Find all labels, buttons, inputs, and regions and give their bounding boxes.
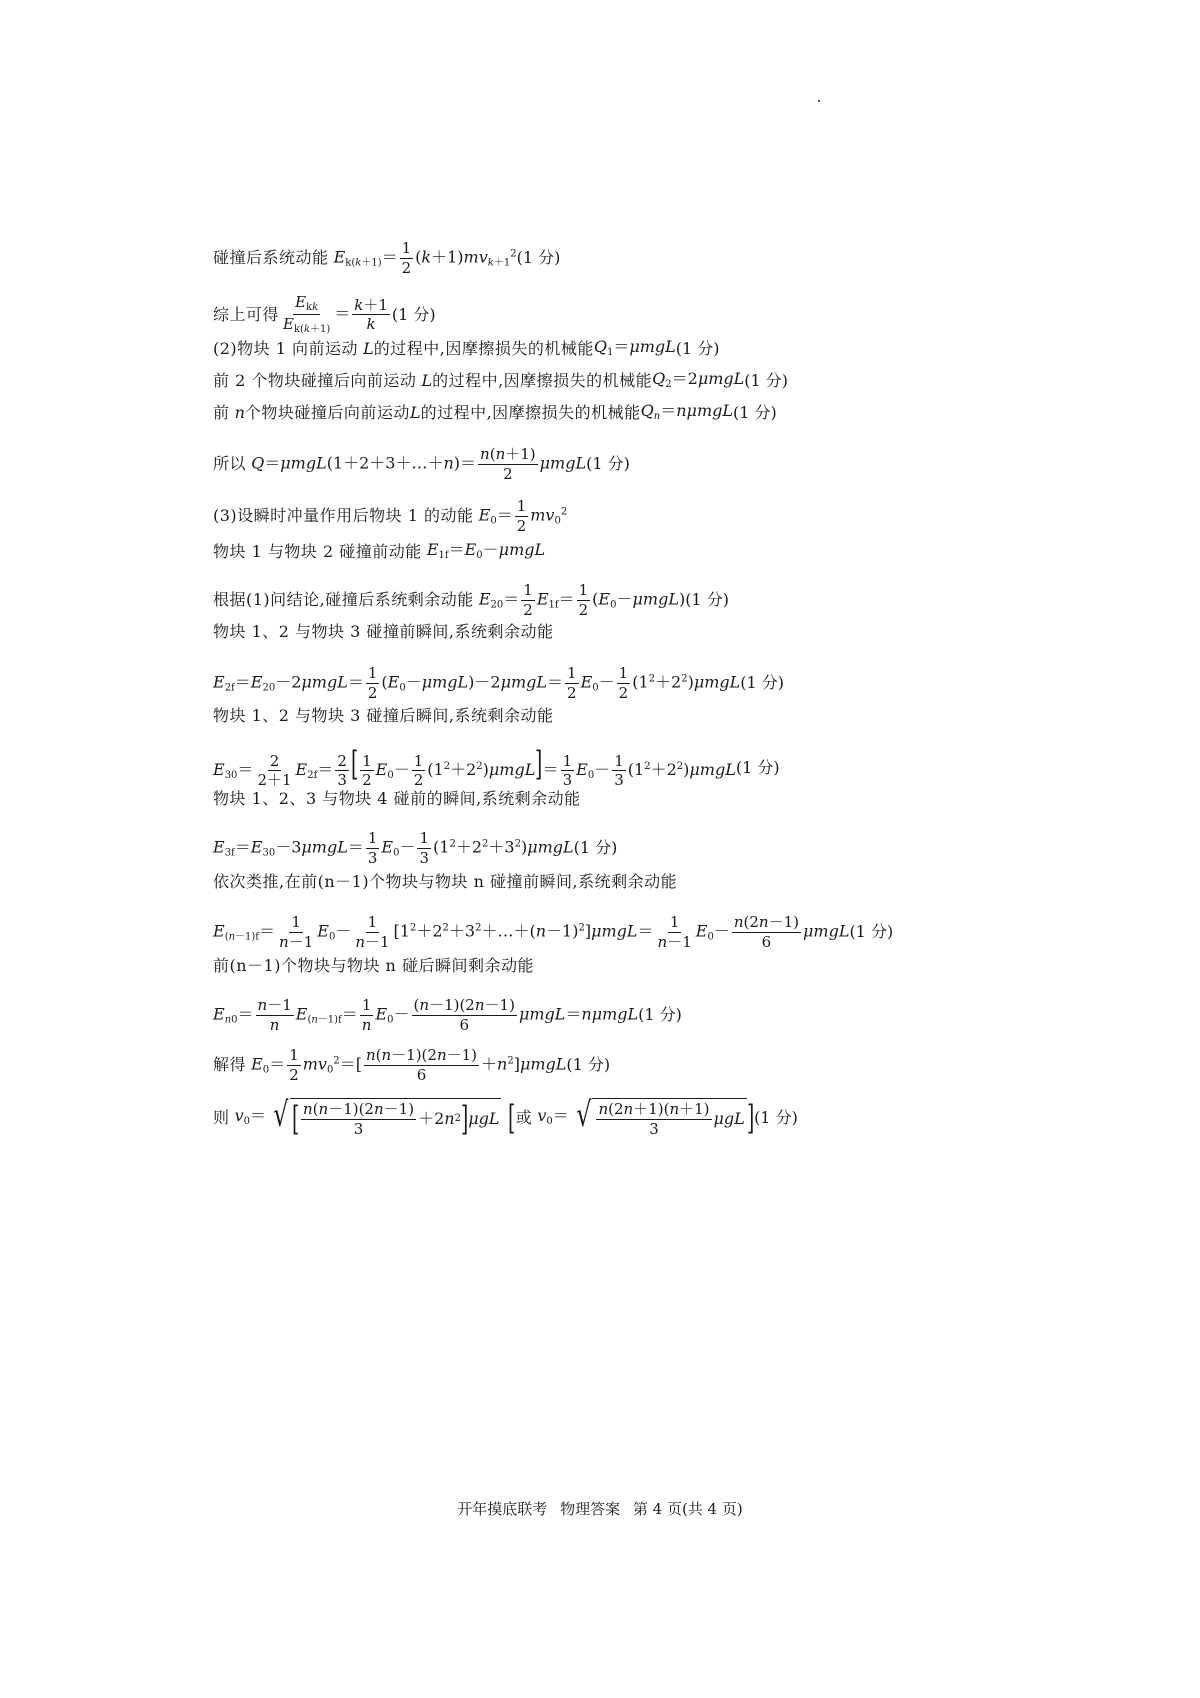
footer-subject: 物理答案 xyxy=(560,1500,621,1518)
answer-line-16 xyxy=(213,874,677,890)
line-text: 的过程中,因摩擦损失的机械能 xyxy=(420,402,641,422)
answer-line-18 xyxy=(213,958,534,974)
line-text: 前(n－1)个物块与物块 n 碰后瞬间剩余动能 xyxy=(213,956,534,975)
line-text: (3)设瞬时冲量作用后物块 1 的动能 xyxy=(213,506,474,525)
score-label: (1 分) xyxy=(391,304,436,324)
answer-line-8 xyxy=(213,542,545,561)
score-label: (1 分) xyxy=(740,673,785,692)
answer-line-6 xyxy=(213,446,630,482)
answer-line-3 xyxy=(213,339,720,358)
answer-line-19 xyxy=(213,997,682,1033)
score-label: (1 分) xyxy=(735,757,780,777)
score-label: (1 分) xyxy=(573,838,618,857)
score-label: (1 分) xyxy=(733,402,777,422)
line-text: 物块 1、2 与物块 3 碰撞后瞬间,系统剩余动能 xyxy=(213,706,554,725)
answer-line-9 xyxy=(213,582,729,618)
footer-page: 第 4 页(共 4 页) xyxy=(632,1500,743,1518)
answer-line-21 xyxy=(213,1095,798,1139)
line-text: 所以 xyxy=(213,454,247,473)
score-label: (1 分) xyxy=(516,248,561,267)
answer-line-15 xyxy=(213,830,617,866)
answer-line-12 xyxy=(213,708,553,724)
answer-line-2 xyxy=(213,294,436,335)
sqrt-expression: √ [ $\frac{n(n-1)(2n-1)}{3}$ ＋2 n 2 ] μgL xyxy=(273,1095,500,1139)
line-text: 的过程中,因摩擦损失的机械能 xyxy=(373,338,594,358)
formula: $E_0=$ $\frac{1}{2}$ $mv_0^2=$[ $\frac{n(n-1)(2n-1)}{6}$ $+n^2]\mu mgL$ xyxy=(251,1046,567,1084)
formula: $v_0=$ xyxy=(234,1106,267,1127)
formula: $Q_n=n\mu mgL$ xyxy=(640,401,733,422)
formula: $E_{3f}=E_{30}-3\mu mgL=$ $\frac{1}{3}$ $E_0-$ $\frac{1}{3}$ $(1^2+2^2+3^2)\mu mgL$ xyxy=(213,829,574,867)
answer-line-13 xyxy=(213,744,780,789)
var-L: L xyxy=(363,338,374,358)
line-text: 根据(1)问结论,碰撞后系统剩余动能 xyxy=(213,590,474,609)
line-text: 前 xyxy=(213,402,230,422)
answer-line-14 xyxy=(213,791,581,807)
answer-line-20 xyxy=(213,1047,610,1083)
score-label: (1 分) xyxy=(685,590,729,609)
line-text: 则 xyxy=(213,1107,230,1127)
line-text: 综上可得 xyxy=(213,304,280,324)
formula: $E_{20}=$ $\frac{1}{2}$ $E_{1f}=$ $\frac{1}{2}$ $(E_0-\mu mgL)$ xyxy=(478,581,686,619)
line-text: 依次类推,在前(n－1)个物块与物块 n 碰撞前瞬间,系统剩余动能 xyxy=(213,872,678,891)
score-label: (1 分) xyxy=(744,370,789,390)
score-label: (1 分) xyxy=(675,338,720,358)
line-text: (2)物块 1 向前运动 xyxy=(213,338,359,358)
sqrt-expression-alt: √ $\frac{n(2n+1)(n+1)}{3}$ μgL xyxy=(576,1095,745,1138)
line-text: 解得 xyxy=(213,1055,247,1074)
answer-line-4 xyxy=(213,371,788,390)
answer-line-7 xyxy=(213,498,567,534)
line-text: 的过程中,因摩擦损失的机械能 xyxy=(432,370,653,390)
line-text: 物块 1、2 与物块 3 碰撞前瞬间,系统剩余动能 xyxy=(213,622,554,641)
footer-title: 开年摸底联考 xyxy=(457,1500,548,1518)
bracket-open: [ xyxy=(508,1097,516,1138)
formula: $Q_2=2\mu mgL$ xyxy=(652,369,745,390)
answer-line-17 xyxy=(213,914,893,950)
score-label: (1 分) xyxy=(754,1107,798,1127)
or-label: 或 xyxy=(515,1107,533,1127)
formula: $E_{1f}=E_0-\mu mgL$ xyxy=(426,540,546,561)
formula: $E_0=$ $\frac{1}{2}$ $mv_0^2$ xyxy=(478,497,568,535)
score-label: (1 分) xyxy=(586,454,630,473)
line-text: 个物块碰撞后向前运动 xyxy=(244,402,410,422)
formula: $E_{2f}=E_{20}-2\mu mgL=$ $\frac{1}{2}$ $(E_0-\mu mgL)-2\mu mgL=$ $\frac{1}{2}$ $E_0-$ $\frac{1}{2}$ $(1^2+2^2)\mu mgL$ xyxy=(213,664,741,702)
score-label: (1 分) xyxy=(849,922,894,941)
answer-line-1 xyxy=(213,240,560,276)
formula: $Q_1=\mu mgL$ xyxy=(593,337,676,358)
formula: $E_{30}=$ $\frac{2}{2+1}$ $E_{2f}=$ $\frac{2}{3}$ [ $\frac{1}{2}$ $E_0-$ $\frac{1}{2}$ $(1^2+2^2)\mu mgL]=$ $\frac{1}{3}$ $E_0-$ $\frac{1}{3}$ $(1^2+2^2)\mu mgL$ xyxy=(213,744,736,789)
formula: $v_0=$ xyxy=(537,1106,569,1127)
score-label: (1 分) xyxy=(566,1055,611,1074)
line-text: 前 2 个物块碰撞后向前运动 xyxy=(213,370,417,390)
formula: $E_{(n-1)f}=$ $\frac{1}{n-1}$ $E_0-$ $\frac{1}{n-1}$ $[1^2+2^2+3^2+\dots+(n-1)^2]\mu mgL=$ $\frac{1}{n-1}$ $E_0-$ $\frac{n(2n-1)}{6}$ μmgL xyxy=(213,913,850,951)
score-label: (1 分) xyxy=(638,1005,682,1024)
answer-line-10 xyxy=(213,624,553,640)
page-footer xyxy=(0,1498,1200,1519)
var-L: L xyxy=(421,370,433,390)
formula: Q＝μmgL(1＋2＋3＋…＋n)＝ $\frac{n(n+1)}{2}$ μmgL xyxy=(251,445,587,483)
scan-speck xyxy=(818,100,820,102)
var-n: n xyxy=(234,402,245,422)
formula: $E_{k(k+1)}=$ $\frac{1}{2}$ $(k+1)mv_{k+1}^2$ xyxy=(333,239,517,277)
formula: $E_{n0}=$ $\frac{n-1}{n}$ $E_{(n-1)f}=$ $\frac{1}{n}$ $E_0-$ $\frac{(n-1)(2n-1)}{6}$ μmgL＝nμmgL xyxy=(213,996,639,1034)
answer-line-5 xyxy=(213,403,777,422)
var-L: L xyxy=(409,402,421,422)
line-text: 物块 1、2、3 与物块 4 碰前的瞬间,系统剩余动能 xyxy=(213,789,581,808)
line-text: 物块 1 与物块 2 碰撞前动能 xyxy=(213,541,422,561)
formula: $\frac{E_{kk}}{E_{k(k+1)}}$ ＝ $\frac{k+1}{k}$ xyxy=(283,293,388,335)
line-text: 碰撞后系统动能 xyxy=(213,248,329,267)
bracket-close: ] xyxy=(746,1097,755,1138)
answer-line-11 xyxy=(213,665,784,701)
